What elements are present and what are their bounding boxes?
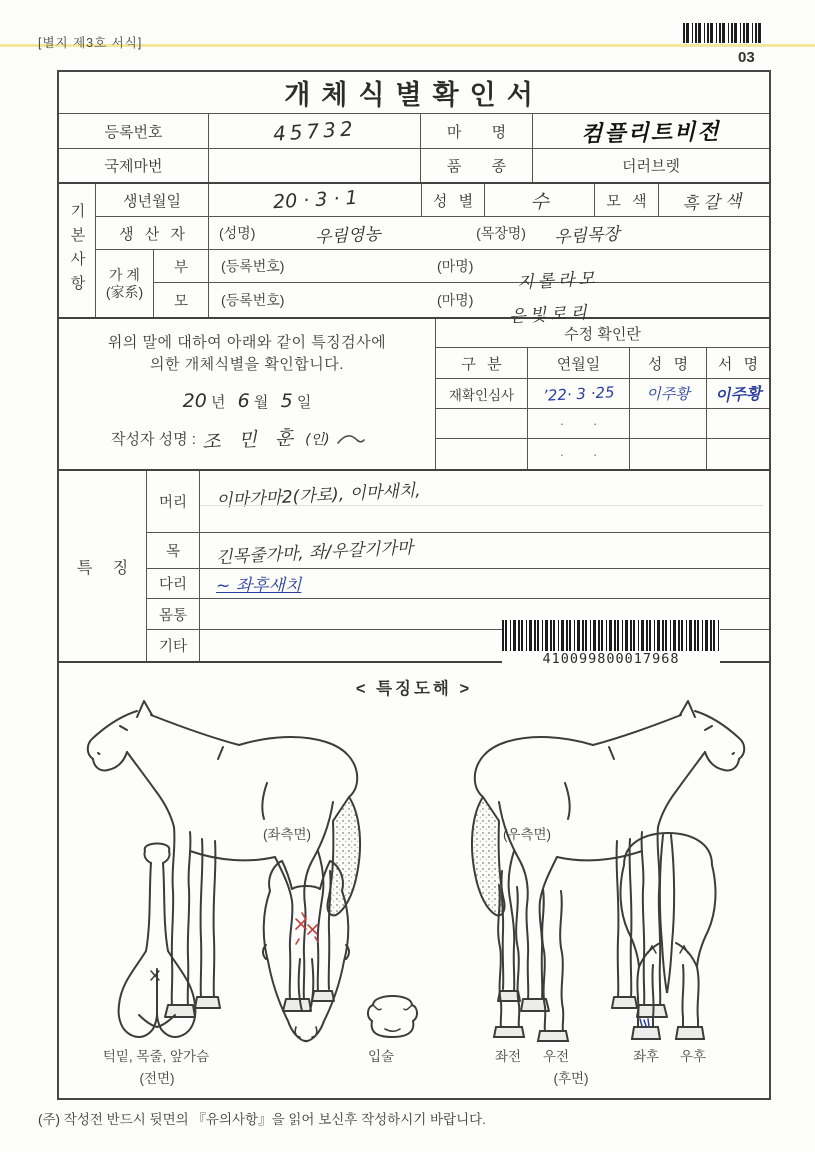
rev1-name-handwriting: 이주황 — [646, 385, 690, 403]
col-date: 연월일 — [528, 348, 630, 378]
writer-signature: 조 민 훈 — [201, 426, 300, 454]
left-side-label: (좌측면) — [262, 827, 312, 842]
feature-head-row — [147, 471, 769, 533]
sire-row — [154, 250, 769, 294]
rev2-date: · · — [528, 409, 630, 438]
front-left-leg-label: 좌전 — [494, 1049, 522, 1064]
rear-sub-label: (후면) — [553, 1071, 589, 1086]
right-side-horse — [472, 701, 744, 1017]
reg-no-value — [209, 114, 421, 148]
sire-regno-paren: (등록번호) — [221, 258, 285, 274]
top-barcode — [683, 23, 763, 43]
page-number: 03 — [738, 49, 755, 66]
rev3-date: · · — [528, 439, 630, 469]
statement-line1: 위의 말에 대하여 아래와 같이 특징검사에 — [107, 334, 387, 351]
dam-name-handwriting: 은빛로리 — [508, 302, 592, 328]
rev1-sign — [707, 379, 769, 408]
features-section-label: 특 징 — [59, 471, 147, 661]
revision-row-3 — [436, 439, 769, 469]
birth-label: 생년월일 — [96, 184, 209, 216]
dam-content — [209, 283, 769, 328]
muzzle-label: 입술 — [367, 1049, 395, 1064]
legs-label: 다리 — [147, 569, 200, 598]
footer-note: (주) 작성전 반드시 뒷면의 『유의사항』을 읽어 보신후 작성하시기 바랍니다. — [38, 1112, 486, 1127]
revision-row-2 — [436, 409, 769, 439]
intl-no-value — [209, 149, 421, 182]
body-label: 몸통 — [147, 599, 200, 629]
intl-no-label: 국제마번 — [59, 149, 209, 182]
rev2-name — [630, 409, 707, 438]
date-year-handwriting: 20 — [182, 390, 207, 412]
date-month-handwriting: 6 — [237, 390, 250, 412]
rear-right-leg-label: 우후 — [679, 1049, 707, 1064]
dam-regno-paren: (등록번호) — [221, 292, 285, 308]
rev3-category — [436, 439, 528, 469]
horse-name-handwriting: 컴플리트비전 — [581, 119, 721, 147]
breed-label: 품 종 — [421, 149, 533, 182]
sex-label: 성 별 — [422, 184, 485, 216]
producer-value — [209, 217, 769, 249]
sex-handwriting: 수 — [530, 190, 549, 213]
rev3-sign — [707, 439, 769, 469]
statement-line2: 의한 개체식별을 확인합니다. — [150, 356, 344, 373]
revision-header-row — [436, 348, 769, 379]
feature-legs-row — [147, 569, 769, 599]
rev2-sign — [707, 409, 769, 438]
basic-info-section — [59, 184, 769, 328]
left-side-horse — [88, 701, 360, 1017]
main-barcode-number: 410099800017968 — [542, 651, 680, 667]
col-category: 구 분 — [436, 348, 528, 378]
birth-handwriting: 20 · 3 · 1 — [272, 186, 358, 214]
lineage-label — [96, 250, 154, 317]
front-strip-label: 턱밑, 목줄, 앞가슴 — [102, 1049, 210, 1064]
sire-content — [209, 250, 769, 294]
blue-leg-marks — [640, 1019, 649, 1026]
intl-number-row — [59, 149, 769, 184]
basic-section-label: 기본사항 — [59, 184, 96, 317]
neck-handwriting: 긴목줄가마, 좌/우갈기가마 — [215, 537, 414, 569]
main-barcode-bars — [502, 620, 720, 651]
neck-label: 목 — [147, 533, 200, 568]
rev3-name — [630, 439, 707, 469]
statement-block — [59, 319, 436, 469]
pen-flourish-icon — [336, 431, 366, 447]
form-code-note: [별지 제3호 서식] — [38, 36, 143, 50]
farm-paren-label: (목장명) — [476, 225, 526, 241]
reg-no-handwriting: 45732 — [271, 116, 358, 146]
rev1-sign-handwriting: 이주황 — [714, 383, 762, 406]
col-sign: 서 명 — [717, 355, 759, 373]
head-value — [200, 471, 769, 532]
rev1-date — [528, 379, 630, 408]
feature-diagram-section — [59, 663, 769, 1101]
revision-row-1 — [436, 379, 769, 409]
rev1-name — [630, 379, 707, 408]
neck-value — [200, 533, 769, 568]
producer-row — [96, 217, 769, 250]
feature-neck-row — [147, 533, 769, 569]
coat-label: 모 색 — [595, 184, 659, 216]
coat-handwriting: 흑갈색 — [681, 190, 747, 215]
seal-mark: (인) — [305, 431, 330, 448]
writer-line — [59, 425, 435, 452]
front-sub-label: (전면) — [139, 1071, 175, 1086]
front-right-leg-label: 우전 — [542, 1049, 570, 1064]
registration-row — [59, 114, 769, 149]
legs-value — [200, 569, 769, 598]
birth-value — [209, 184, 422, 216]
sex-value — [485, 184, 595, 216]
legs-handwriting: ~ 좌후새치 — [216, 576, 302, 596]
written-date — [59, 390, 435, 412]
day-suffix: 일 — [296, 394, 312, 411]
name-paren-label: (성명) — [219, 225, 256, 241]
producer-name-handwriting: 우림영농 — [315, 223, 382, 248]
dam-row — [154, 283, 769, 328]
sire-label: 부 — [154, 250, 209, 282]
rev1-category: 재확인심사 — [436, 379, 528, 408]
main-barcode-block — [502, 620, 720, 667]
rear-left-leg-label: 좌후 — [632, 1049, 660, 1064]
lineage-label-top: 가 계 — [109, 266, 140, 283]
pedigree-rows — [96, 250, 769, 328]
confirmation-section — [59, 319, 769, 471]
sire-maname-paren: (마명) — [437, 258, 474, 274]
identification-form — [57, 70, 771, 1100]
writer-label: 작성자 성명 : — [111, 431, 196, 448]
producer-label: 생 산 자 — [96, 217, 209, 249]
month-suffix: 월 — [253, 394, 269, 411]
reg-no-label: 등록번호 — [59, 114, 209, 148]
right-side-label: (우측면) — [502, 827, 552, 842]
dam-maname-paren: (마명) — [437, 292, 474, 308]
sire-name-handwriting: 지롤라모 — [516, 268, 600, 294]
col-name: 성 명 — [630, 348, 707, 378]
muzzle-drawing — [368, 996, 417, 1037]
red-whorl-marks — [296, 913, 318, 944]
farm-name-handwriting: 우림목장 — [553, 223, 621, 248]
diagram-title: < 특징도해 > — [350, 675, 478, 699]
horse-name-value — [533, 114, 769, 148]
revision-table — [436, 319, 769, 469]
etc-label: 기타 — [147, 630, 200, 661]
coat-value — [659, 184, 769, 216]
dam-label: 모 — [154, 283, 209, 317]
lineage-label-bottom: (家系) — [105, 283, 144, 300]
form-title: 개체식별확인서 — [59, 72, 769, 114]
rev1-date-handwriting: ’22· 3 ·25 — [542, 382, 615, 405]
birth-row — [96, 184, 769, 217]
year-suffix: 년 — [210, 394, 226, 411]
horse-name-label: 마 명 — [421, 114, 533, 148]
head-handwriting: 이마가마2(가로), 이마새치, — [215, 480, 422, 512]
date-day-handwriting: 5 — [280, 390, 293, 412]
head-label: 머리 — [147, 471, 200, 532]
rev2-category — [436, 409, 528, 438]
revision-title: 수정 확인란 — [436, 319, 769, 348]
breed-value: 더러브렛 — [622, 158, 680, 175]
horse-diagram-drawing — [59, 663, 773, 1101]
